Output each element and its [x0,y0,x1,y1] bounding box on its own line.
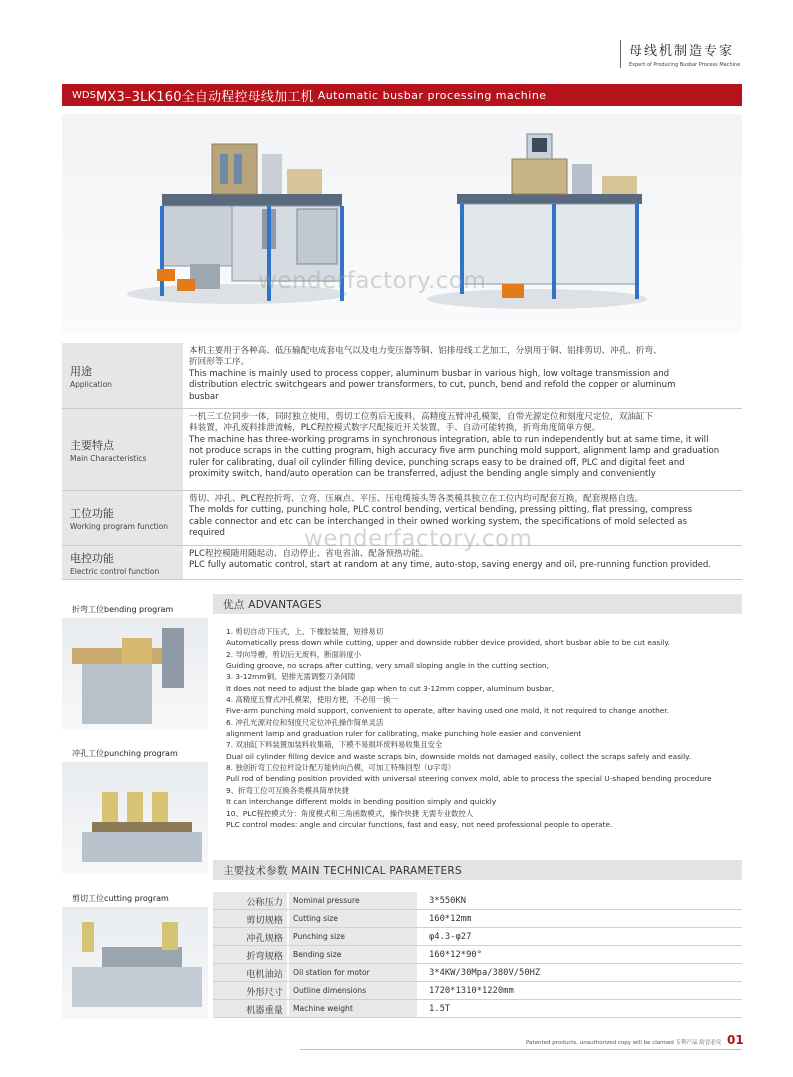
info-line: This machine is mainly used to process copper, aluminum busbar in various high, low voltage transmission and [189,368,670,379]
product-title-bar [62,84,742,106]
param-cn: 剪切规格 [213,910,287,927]
info-line: required [189,528,226,539]
param-value: 3*550KN [429,895,467,906]
info-head-cn: 用途 [70,364,92,378]
adv-line: 10、PLC程控模式分：角度模式和三角函数模式，操作快捷 无需专业数控人 [226,808,474,818]
param-value: 1720*1310*1220mm [429,985,514,996]
footer-divider [300,1049,742,1050]
param-row [213,1000,742,1018]
param-value: φ4.3-φ27 [429,931,472,942]
param-row [213,982,742,1000]
side-label-bending: 折弯工位bending program [72,605,174,614]
info-line: distribution electric switchgears and power transformers, to cut, punch, bend and refold the copper or aluminum [189,380,676,391]
side-label-punching: 冲孔工位punching program [72,749,178,758]
info-line: not produce scraps in the cutting program, high accuracy five arm punching mold support, alignment lamp and graduation [189,446,720,457]
info-head [62,546,183,579]
adv-line: It does not need to adjust the blade gap when to cut 3-12mm copper, aluminum busbar, [226,683,555,693]
adv-line: PLC control modes: angle and circular functions, fast and easy, not need professional people to operate. [226,819,613,829]
param-value: 160*12mm [429,913,472,924]
info-line: busbar [189,391,219,402]
param-cn: 机器重量 [213,1000,287,1017]
params-table [213,892,742,1018]
machines-illustration [62,114,742,334]
info-head-cn: 工位功能 [70,507,114,520]
info-line: 剪切、冲孔、PLC程控折弯、立弯、压麻点、平压、压电缆接头等各类模具独立在工位内均可配套互换，配套规格自选。 [189,494,644,504]
adv-line: Guiding groove, no scraps after cutting, very small sloping angle in the cutting section, [226,661,549,671]
info-line: 本机主要用于各种高、低压输配电成套电气以及电力变压器等铜、铝排母线工艺加工，分别用于铜、铝排剪切、冲孔、折弯、 [189,346,662,356]
brand-block [620,40,790,68]
adv-line: 1. 剪切自动下压式，上、下橡胶装置，短排易切 [226,627,384,636]
bending-program-photo [62,618,208,730]
param-row [213,964,742,982]
info-line: ruler for calibrating, dual oil cylinder filling device, punching scraps easy to be drained off, PLC and digital feet and [189,457,685,468]
param-value: 3*4KW/30Mpa/380V/50HZ [429,967,541,978]
param-value: 160*12*90° [429,949,482,960]
info-head [62,491,183,545]
param-en: Nominal pressure [289,892,417,909]
adv-line: Five-arm punching mold support, convenient to operate, after having used one mold, it not required to change another. [226,706,670,716]
info-head-en: Electric control function [70,566,160,576]
param-row [213,946,742,964]
info-head [62,409,183,490]
param-cn: 冲孔规格 [213,928,287,945]
param-en: Oil station for motor [289,964,417,981]
adv-line: 6. 冲孔光源对位和刻度尺定位冲孔操作简单灵活 [226,717,384,727]
info-line: 一机三工位同步一体，同时独立使用，剪切工位剪后无废料，高精度五臂冲孔模架，自带光源定位和刻度尺定位，双油缸下 [189,412,654,422]
title-prefix: WDS [72,89,96,101]
param-en: Machine weight [289,1000,417,1017]
adv-line: 4. 高精度五臂式冲孔模架，使用方便，不必用一换一 [226,695,398,705]
adv-line: 8. 独创折弯工位拉杆设计配万能转向凸模，可加工特殊回型（U字弯） [226,763,456,773]
param-en: Punching size [289,928,417,945]
product-photo [62,114,742,334]
param-cn: 公称压力 [213,892,287,909]
adv-line: Pull rod of bending position provided with universal steering convex mold, able to process the special U-shaped bending procedure [226,774,712,784]
param-row [213,892,742,910]
title-en: Automatic busbar processing machine [317,88,547,102]
info-line: The molds for cutting, punching hole, PLC control bending, vertical bending, pressing pitting, flat pressing, compress [189,505,693,516]
info-head-en: Application [70,379,112,389]
param-cn: 电机油站 [213,964,287,981]
adv-line: Dual oil cylinder filling device and waste scraps bin, downside molds not damaged easily, collect the scraps safely and easily. [226,751,691,761]
title-model: MX3–3LK160全自动程控母线加工机 [95,89,314,105]
watermark-top: wenderfactory.com [258,268,487,294]
info-row-application [62,343,742,409]
advantages-header: 优点 ADVANTAGES [213,594,742,614]
adv-line: 3. 3-12mm铜、铝排无需调整刀条间隙 [226,672,356,682]
param-en: Bending size [289,946,417,963]
info-line: 折回形等工序。 [189,357,250,368]
adv-line: alignment lamp and graduation ruler for calibrating, make punching hole easier and convenient [226,729,582,739]
info-line: proximity switch, hand/auto operation can be transferred, adjust the bending angle simply and conveniently [189,469,656,480]
info-line: 料装置，冲孔废料排泄流畅，PLC程控模式数字尺配接近开关装置，手、自动可能转换，折弯角度简单方便。 [189,423,601,434]
info-body [183,409,742,490]
info-head-en: Main Characteristics [70,453,147,463]
info-head-cn: 主要特点 [70,438,114,452]
info-head-cn: 电控功能 [70,551,114,565]
adv-line: It can interchange different molds in bending position simply and quickly [226,797,497,807]
adv-line: 2. 导向导槽，剪切后无废料，断面斜度小 [226,649,362,659]
info-head-en: Working program function [70,522,169,531]
info-line: The machine has three-working programs in synchronous integration, able to run independently but at same time, it will [189,434,709,445]
param-row [213,910,742,928]
brand-en: Expert of Producing Busbar Process Machine [629,62,741,68]
param-cn: 外形尺寸 [213,982,287,999]
footer-notice: Patented products, unauthorized copy will be claimed 专利产品 防冒必究 [526,1040,722,1046]
param-cn: 折弯规格 [213,946,287,963]
side-label-cutting: 剪切工位cutting program [72,894,169,903]
cutting-program-photo [62,907,208,1019]
page-number: 01 [727,1033,744,1047]
params-header: 主要技术参数 MAIN TECHNICAL PARAMETERS [213,860,742,880]
adv-line: Automatically press down while cutting, upper and downside rubber device provided, short busbar able to be cut easily. [226,638,671,648]
info-head [62,343,183,408]
param-en: Cutting size [289,910,417,927]
param-row [213,928,742,946]
info-row-characteristics [62,409,742,491]
info-body [183,343,742,408]
info-line: PLC fully automatic control, start at random at any time, auto-stop, saving energy and oil, pre-running function provided. [189,560,712,571]
param-en: Outline dimensions [289,982,417,999]
info-line: cable connector and etc can be interchanged in their owned working system, the specifications of mold selected as [189,516,688,527]
punching-program-photo [62,762,208,874]
param-value: 1.5T [429,1003,451,1014]
adv-line: 9、折弯工位可互换各类模具简单快捷 [226,785,349,795]
adv-line: 7. 双油缸下料装置加装料收集箱，下模不易损坏废料易收集且安全 [226,740,443,750]
brand-cn: 母线机制造专家 [629,44,735,59]
watermark-middle: wenderfactory.com [304,526,533,552]
info-line: PLC程控模随用随起动、自动停止、省电省油、配备预热功能。 [189,549,429,559]
advantages-list [226,626,738,830]
